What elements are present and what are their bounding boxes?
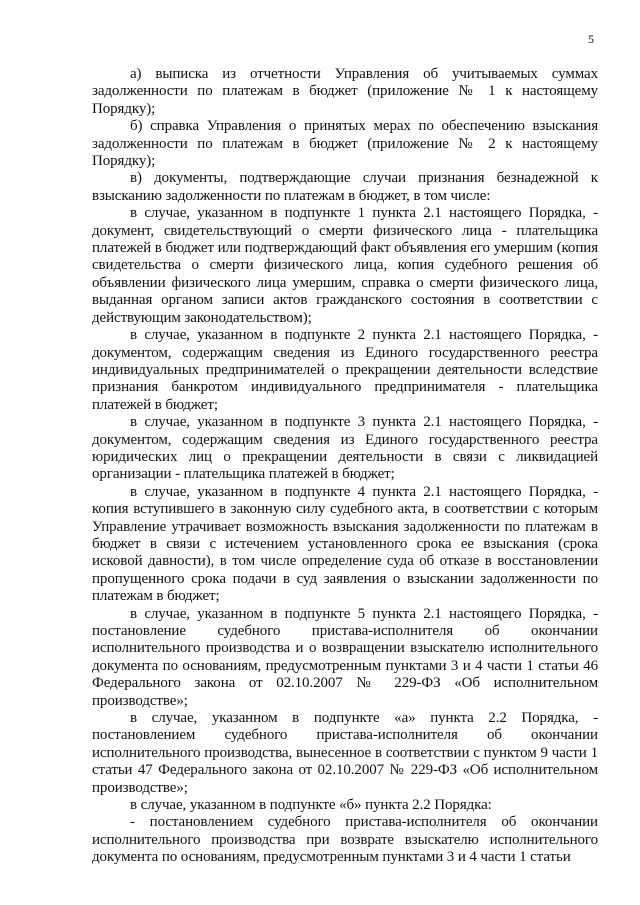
page-number: 5 [588, 32, 594, 46]
paragraph: в случае, указанном в подпункте 2 пункта 2.1 настоящего Порядка, - документом, содержащим сведения из Единого государственного реестра индивидуальных предпринимателей о прекращении деятельности вследствие признания банкротом индивидуального предпринимателя - плательщика платежей в бюджет; [92, 327, 598, 413]
paragraph: в случае, указанном в подпункте 4 пункта 2.1 настоящего Порядка, - копия вступившего в законную силу судебного акта, в соответствии с которым Управление утрачивает возможность взыскания задолженности по платежам в бюджет в связи с истечением установленного срока ее взыскания (срока исковой давности), в том числе определение суда об отказе в восстановлении пропущенного срока подачи в суд заявления о взыскании задолженности по платежам в бюджет; [92, 483, 598, 605]
document-body [92, 66, 598, 867]
paragraph: в) документы, подтверждающие случаи признания безнадежной к взысканию задолженности по платежам в бюджет, в том числе: [92, 170, 598, 204]
paragraph: а) выписка из отчетности Управления об учитываемых суммах задолженности по платежам в бюджет (приложение № 1 к настоящему Порядку); [92, 66, 598, 117]
paragraph: в случае, указанном в подпункте 5 пункта 2.1 настоящего Порядка, - постановление судебного пристава-исполнителя об окончании исполнительного производства и о возвращении взыскателю исполнительного документа по основаниям, предусмотренным пунктами 3 и 4 части 1 статьи 46 Федерального закона от 02.10.2007 № 229-ФЗ «Об исполнительном производстве»; [92, 605, 598, 709]
paragraph: в случае, указанном в подпункте 1 пункта 2.1 настоящего Порядка, - документ, свидетельствующий о смерти физического лица - плательщика платежей в бюджет или подтверждающий факт объявления его умершим (копия свидетельства о смерти физического лица, копия судебного решения об объявлении физического лица умершим, справка о смерти физического лица, выданная органом записи актов гражданского состояния в соответствии с действующим законодательством); [92, 205, 598, 326]
paragraph: в случае, указанном в подпункте 3 пункта 2.1 настоящего Порядка, - документом, содержащим сведения из Единого государственного реестра юридических лиц о прекращении деятельности в связи с ликвидацией организации - плательщика платежей в бюджет; [92, 414, 598, 483]
paragraph: в случае, указанном в подпункте «б» пункта 2.2 Порядка: [130, 797, 492, 814]
paragraph: в случае, указанном в подпункте «а» пункта 2.2 Порядка, - постановлением судебного пристава-исполнителя об окончании исполнительного производства, вынесенное в соответствии с пунктом 9 части 1 статьи 47 Федерального закона от 02.10.2007 № 229-ФЗ «Об исполнительном производстве»; [92, 710, 598, 796]
paragraph: б) справка Управления о принятых мерах по обеспечению взыскания задолженности по платежам в бюджет (приложение № 2 к настоящему Порядку); [92, 118, 598, 170]
paragraph: - постановлением судебного пристава-исполнителя об окончании исполнительного производства при возврате взыскателю исполнительного документа по основаниям, предусмотренным пунктами 3 и 4 части 1 статьи [92, 814, 598, 866]
